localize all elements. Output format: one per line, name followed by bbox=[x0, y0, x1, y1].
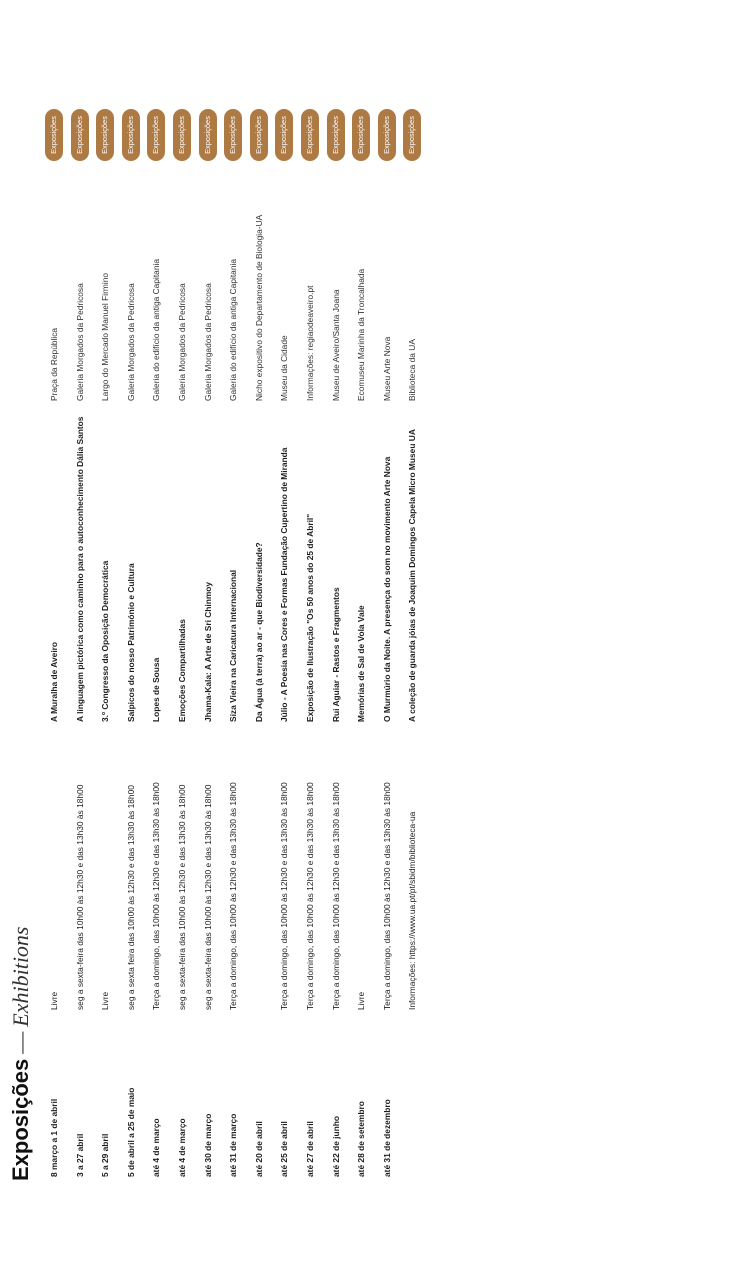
table-row bbox=[298, 0, 322, 1273]
category-tag[interactable]: Exposições bbox=[352, 109, 370, 161]
exhibition-hours: seg a sexta-feira das 10h00 às 12h30 e das 13h30 às 18h00 bbox=[74, 784, 85, 1010]
table-row bbox=[93, 0, 117, 1273]
table-row bbox=[170, 0, 194, 1273]
exhibition-date: até 31 de dezembro bbox=[381, 1099, 392, 1177]
exhibition-date: até 4 de março bbox=[177, 1118, 187, 1177]
table-row bbox=[400, 0, 424, 1273]
exhibition-hours: Terça a domingo, das 10h00 às 12h30 e das 13h30 às 18h00 bbox=[305, 782, 315, 1010]
exhibition-place: Galeria Morgados da Pedricosa bbox=[177, 283, 187, 401]
category-tag[interactable]: Exposições bbox=[173, 109, 191, 161]
exhibition-hours: seg a sexta-feira das 10h00 às 12h30 e das 13h30 às 18h00 bbox=[202, 784, 213, 1010]
exhibition-date: até 20 de abril bbox=[253, 1121, 264, 1177]
exhibition-hours: Informações: https://www.ua.pt/pt/sbidm/biblioteca-ua bbox=[407, 811, 418, 1010]
exhibition-name: O Murmúrio da Noite. A presença do som no movimento Arte Nova bbox=[381, 456, 392, 722]
exhibition-place: Museu Arte Nova bbox=[381, 336, 392, 401]
category-tag[interactable]: Exposições bbox=[250, 109, 268, 161]
exhibition-hours: Terça a domingo, das 10h00 às 12h30 e das 13h30 às 18h00 bbox=[381, 782, 392, 1010]
category-tag[interactable]: Exposições bbox=[301, 109, 319, 161]
page-title bbox=[8, 927, 34, 1182]
exhibition-name: A Muralha de Aveiro bbox=[49, 641, 59, 722]
exhibition-place: Praça da República bbox=[49, 327, 59, 401]
category-tag[interactable]: Exposições bbox=[378, 109, 396, 161]
exhibition-name: Emoções Compartilhadas bbox=[177, 619, 187, 722]
category-tag[interactable]: Exposições bbox=[96, 109, 114, 161]
exhibition-date: até 4 de março bbox=[151, 1118, 162, 1177]
exhibition-date: até 27 de abril bbox=[305, 1121, 315, 1177]
exhibition-date: até 31 de março bbox=[228, 1113, 239, 1177]
exhibition-name: 3.º Congresso da Oposição Democrática bbox=[100, 560, 111, 722]
exhibition-name: Júlio - A Poesia nas Cores e Formas Fundação Cupertino de Miranda bbox=[279, 447, 290, 722]
title-separator: — bbox=[8, 1031, 33, 1054]
table-row bbox=[42, 0, 66, 1273]
category-tag[interactable]: Exposições bbox=[147, 109, 165, 161]
exhibition-hours: Livre bbox=[356, 991, 367, 1010]
exhibition-hours: Livre bbox=[100, 991, 111, 1010]
exhibition-name: Lopes de Sousa bbox=[151, 657, 162, 722]
exhibition-place: Nicho expositivo do Departamento de Biologia-UA bbox=[253, 214, 264, 401]
category-tag[interactable]: Exposições bbox=[403, 109, 421, 161]
table-row bbox=[119, 0, 143, 1273]
exhibition-name: Siza Vieira na Caricatura Internacional bbox=[228, 569, 239, 722]
exhibition-date: até 28 de setembro bbox=[356, 1101, 367, 1177]
exhibition-place: Galeria Morgados da Pedricosa bbox=[125, 283, 136, 401]
exhibition-hours: Terça a domingo, das 10h00 às 12h30 e das 13h30 às 18h00 bbox=[228, 782, 239, 1010]
table-row bbox=[144, 0, 168, 1273]
table-row bbox=[221, 0, 245, 1273]
table-row bbox=[196, 0, 220, 1273]
exhibition-place: Museu da Cidade bbox=[279, 335, 290, 401]
exhibition-name: Salpicos do nosso Património e Cultura bbox=[125, 563, 136, 722]
category-tag[interactable]: Exposições bbox=[275, 109, 293, 161]
table-row bbox=[68, 0, 92, 1273]
exhibition-place: Museu de Aveiro/Santa Joana bbox=[330, 289, 341, 401]
exhibition-place: Galeria Morgados da Pedricosa bbox=[74, 283, 85, 401]
exhibition-date: até 25 de abril bbox=[279, 1121, 290, 1177]
category-tag[interactable]: Exposições bbox=[199, 109, 217, 161]
exhibition-date: 3 a 27 abril bbox=[74, 1133, 85, 1177]
exhibition-hours: Livre bbox=[49, 991, 59, 1010]
exhibition-place: Informações: regiaodeaveiro.pt bbox=[305, 285, 315, 401]
exhibition-date: até 30 de março bbox=[202, 1113, 213, 1177]
category-tag[interactable]: Exposições bbox=[327, 109, 345, 161]
title-subtitle: Exhibitions bbox=[8, 926, 33, 1027]
exhibition-place: Biblioteca da UA bbox=[407, 339, 418, 401]
exhibition-name: Memórias de Sal de Vola Vale bbox=[356, 605, 367, 722]
category-tag[interactable]: Exposições bbox=[71, 109, 89, 161]
exhibition-date: até 22 de junho bbox=[330, 1116, 341, 1177]
exhibition-name: A coleção de guarda jóias de Joaquim Domingos Capela Micro Museu UA bbox=[407, 429, 418, 722]
exhibition-place: Ecomuseu Marinha da Troncalhada bbox=[356, 268, 367, 401]
table-row bbox=[272, 0, 296, 1273]
exhibition-hours: seg a sexta feira das 10h00 às 12h30 e das 13h30 às 18h00 bbox=[125, 785, 136, 1010]
exhibition-name: Jhama-Kala: A Arte de Sri Chinmoy bbox=[202, 581, 213, 722]
table-row bbox=[247, 0, 271, 1273]
exhibition-name: Da Água (à terra) ao ar - que Biodiversidade? bbox=[253, 542, 264, 722]
exhibition-date: 5 de abril a 25 de maio bbox=[125, 1087, 136, 1177]
exhibition-place: Galeria do edifício da antiga Capitania bbox=[151, 258, 162, 401]
exhibition-place: Galeria Morgados da Pedricosa bbox=[202, 283, 213, 401]
table-row bbox=[324, 0, 348, 1273]
exhibition-place: Largo do Mercado Manuel Firmino bbox=[100, 272, 111, 401]
exhibition-name: A linguagem pictórica como caminho para o autoconhecimento Dália Santos bbox=[74, 416, 85, 722]
exhibition-name: Exposição de Ilustração "Os 50 anos do 25 de Abril" bbox=[305, 513, 315, 722]
category-tag[interactable]: Exposições bbox=[45, 109, 63, 161]
exhibition-date: 5 a 29 abril bbox=[100, 1133, 111, 1177]
category-tag[interactable]: Exposições bbox=[224, 109, 242, 161]
title-main: Exposições bbox=[8, 1058, 33, 1181]
exhibition-hours: seg a sexta-feira das 10h00 às 12h30 e das 13h30 às 18h00 bbox=[177, 784, 187, 1010]
exhibition-date: 8 março a 1 de abril bbox=[49, 1098, 59, 1177]
exhibition-place: Galeria do edifício da antiga Capitania bbox=[228, 258, 239, 401]
exhibition-hours: Terça a domingo, das 10h00 às 12h30 e das 13h30 às 18h00 bbox=[330, 782, 341, 1010]
category-tag[interactable]: Exposições bbox=[122, 109, 140, 161]
table-row bbox=[375, 0, 399, 1273]
table-row bbox=[349, 0, 373, 1273]
exhibition-hours: Terça a domingo, das 10h00 às 12h30 e das 13h30 às 18h00 bbox=[279, 782, 290, 1010]
exhibition-name: Rui Aguiar - Rastos e Fragmentos bbox=[330, 587, 341, 722]
exhibition-hours: Terça a domingo, das 10h00 às 12h30 e das 13h30 às 18h00 bbox=[151, 782, 162, 1010]
